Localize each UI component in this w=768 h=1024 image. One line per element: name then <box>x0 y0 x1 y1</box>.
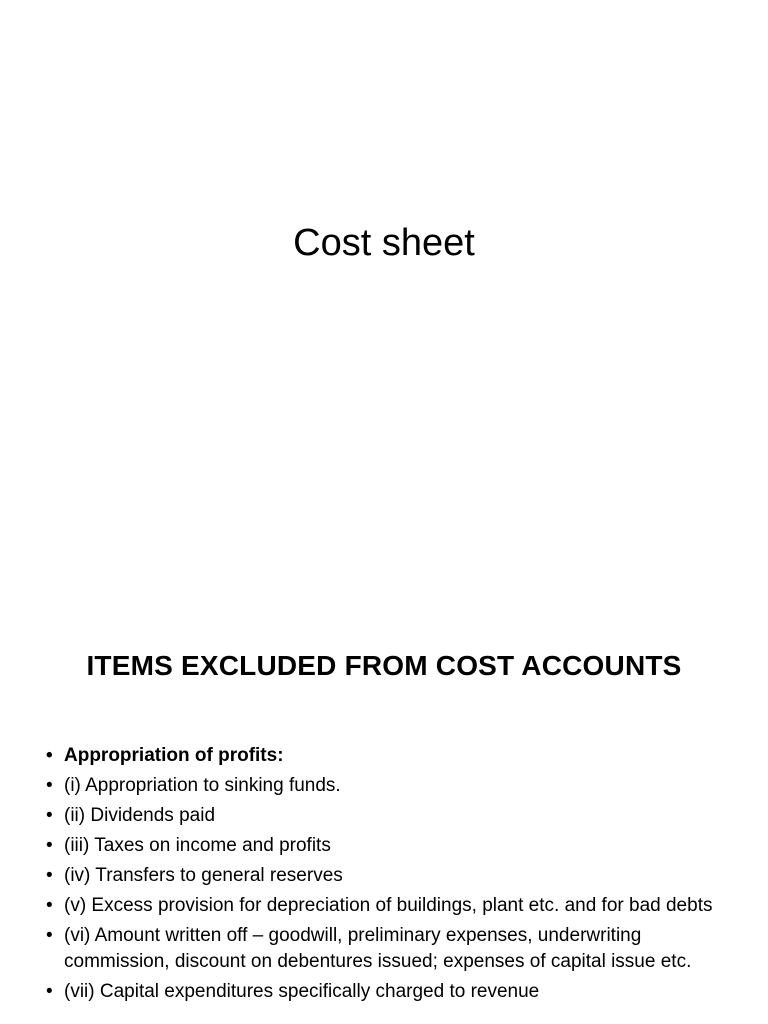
list-item <box>46 923 726 975</box>
list-item-text: (iii) Taxes on income and profits <box>64 835 331 856</box>
list-item <box>46 979 726 1005</box>
list-item-text: Appropriation of profits: <box>64 745 284 766</box>
list-item-text: (ii) Dividends paid <box>64 805 216 826</box>
list-item <box>46 863 726 889</box>
list-item <box>46 803 726 829</box>
bullet-icon: • <box>46 895 53 916</box>
list-item <box>46 893 726 919</box>
list-item-text: (v) Excess provision for depreciation of buildings, plant etc. and for bad debts <box>64 895 713 916</box>
list-item-text: (iv) Transfers to general reserves <box>64 865 343 886</box>
bullet-icon: • <box>46 925 53 946</box>
list-item-text: (vii) Capital expenditures specifically charged to revenue <box>64 981 540 1002</box>
slide-title: Cost sheet <box>293 222 475 264</box>
list-item-text: (i) Appropriation to sinking funds. <box>64 775 341 796</box>
slide-items-excluded <box>0 600 768 1024</box>
list-item <box>46 833 726 859</box>
bullet-icon: • <box>46 865 53 886</box>
bullet-icon: • <box>46 981 53 1002</box>
list-item <box>46 773 726 799</box>
section-heading: ITEMS EXCLUDED FROM COST ACCOUNTS <box>86 650 682 681</box>
bullet-list <box>46 743 726 1009</box>
bullet-icon: • <box>46 835 53 856</box>
list-item <box>46 743 726 769</box>
bullet-icon: • <box>46 805 53 826</box>
bullet-icon: • <box>46 745 53 766</box>
bullet-icon: • <box>46 775 53 796</box>
list-item-text: (vi) Amount written off – goodwill, preliminary expenses, underwriting commission, discount on debentures issued; expenses of capital issue etc. <box>64 925 692 972</box>
